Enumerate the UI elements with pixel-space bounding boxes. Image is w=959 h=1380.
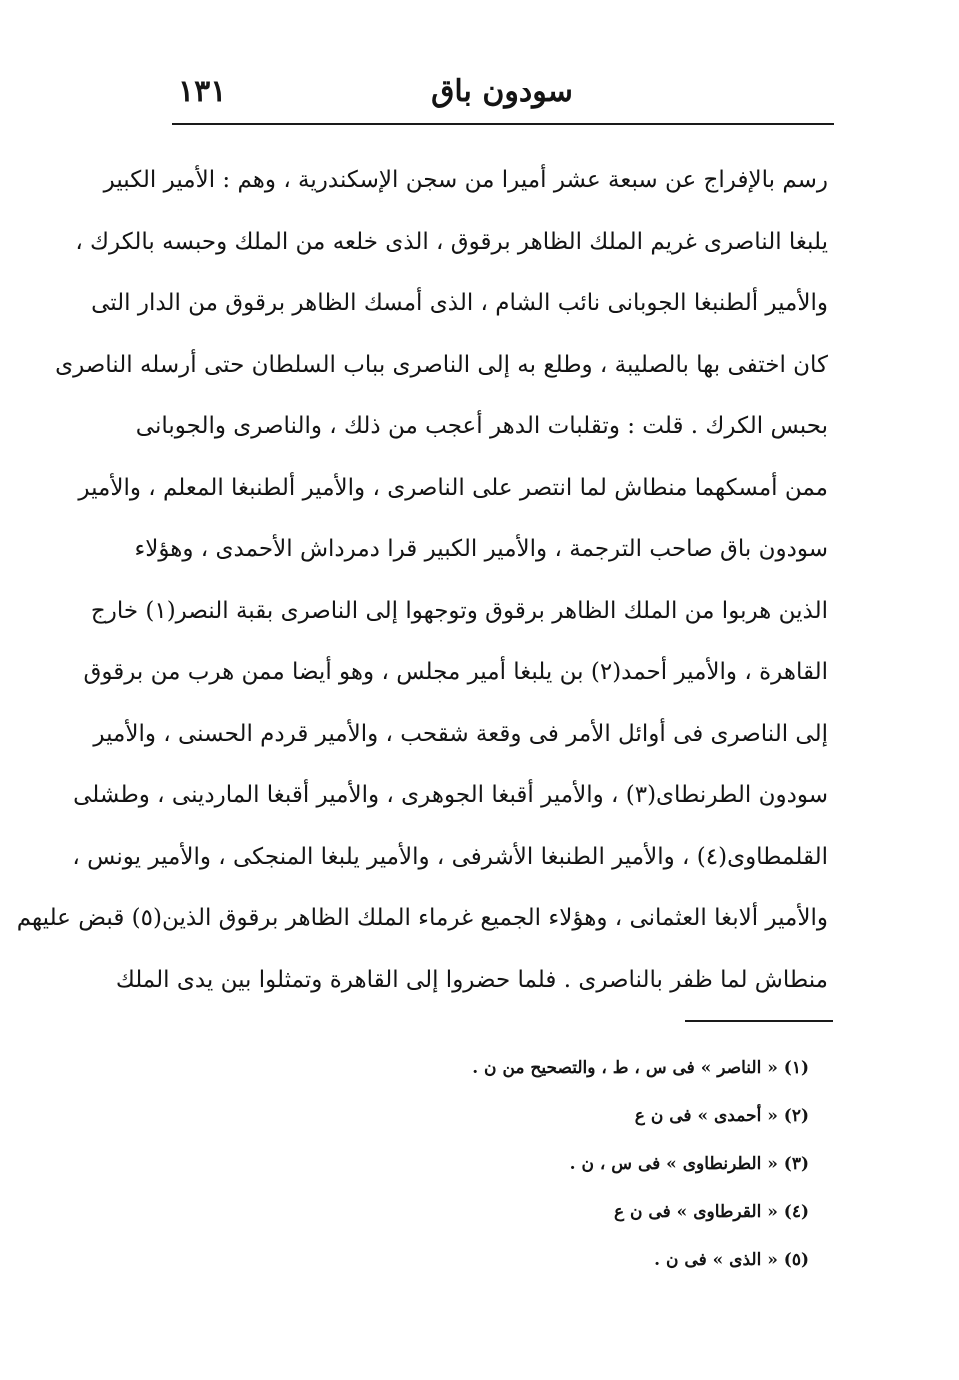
text-line: كان اختفى بها بالصليبة ، وطلع به إلى الناصرى بباب السلطان حتى أرسله الناصرى (55, 351, 828, 378)
footnote: (١) « الناصر » فى س ، ط ، والتصحيح من ن . (472, 1058, 809, 1078)
text-line: منطاش لما ظفر بالناصرى . فلما حضروا إلى القاهرة وتمثلوا بين يدى الملك (115, 966, 828, 993)
text-line: إلى الناصرى فى أوائل الأمر فى وقعة شقحب ، والأمير قردم الحسنى ، والأمير (93, 720, 828, 747)
footnote-rule (685, 1020, 833, 1022)
text-line: يلبغا الناصرى غريم الملك الظاهر برقوق ، الذى خلعه من الملك وحبسه بالكرك ، (75, 228, 828, 255)
page-number: ١٣١ (178, 74, 227, 109)
text-line: رسم بالإفراج عن سبعة عشر أميرا من سجن الإسكندرية ، وهم : الأمير الكبير (103, 167, 828, 193)
footnotes (289, 1044, 809, 1284)
text-line: ممن أمسكهما منطاش لما انتصر على الناصرى ، والأمير ألطنبغا المعلم ، والأمير (78, 474, 828, 501)
header-rule (172, 123, 834, 125)
footnote: (٥) « الذى » فى ن . (654, 1250, 809, 1270)
page-header (172, 62, 834, 124)
text-line: القاهرة ، والأمير أحمد(٢) بن يلبغا أمير مجلس ، وهو أيضا ممن هرب من برقوق (83, 659, 828, 685)
text-line: الذين هربوا من الملك الظاهر برقوق وتوجهوا إلى الناصرى بقبة النصر(١) خارج (90, 597, 828, 624)
text-line: بحبس الكرك . قلت : وتقلبات الدهر أعجب من ذلك ، والناصرى والجوبانى (135, 413, 828, 439)
body-text (16, 150, 828, 1011)
footnote: (٢) « أحمدى » فى ن ع (634, 1106, 809, 1126)
running-title: سودون باق (431, 74, 573, 109)
text-line: والأمير ألطنبغا الجوبانى نائب الشام ، الذى أمسك الظاهر برقوق من الدار التى (91, 290, 828, 316)
text-line: القلمطاوى(٤) ، والأمير الطنبغا الأشرفى ، والأمير يلبغا المنجكى ، والأمير يونس ، (72, 843, 828, 870)
text-line: والأمير ألابغا العثمانى ، وهؤلاء الجميع غرماء الملك الظاهر برقوق الذين(٥) قبض عليهم (16, 905, 828, 931)
footnote: (٤) « القرطاوى » فى ن ع (613, 1202, 809, 1222)
footnote: (٣) « الطرنطاوى » فى س ، ن . (569, 1154, 809, 1174)
text-line: سودون الطرنطاى(٣) ، والأمير أقبغا الجوهرى ، والأمير أقبغا الماردينى ، وطشلى (73, 782, 828, 808)
text-line: سودون باق صاحب الترجمة ، والأمير الكبير قرا دمرداش الأحمدى ، وهؤلاء (134, 536, 828, 562)
